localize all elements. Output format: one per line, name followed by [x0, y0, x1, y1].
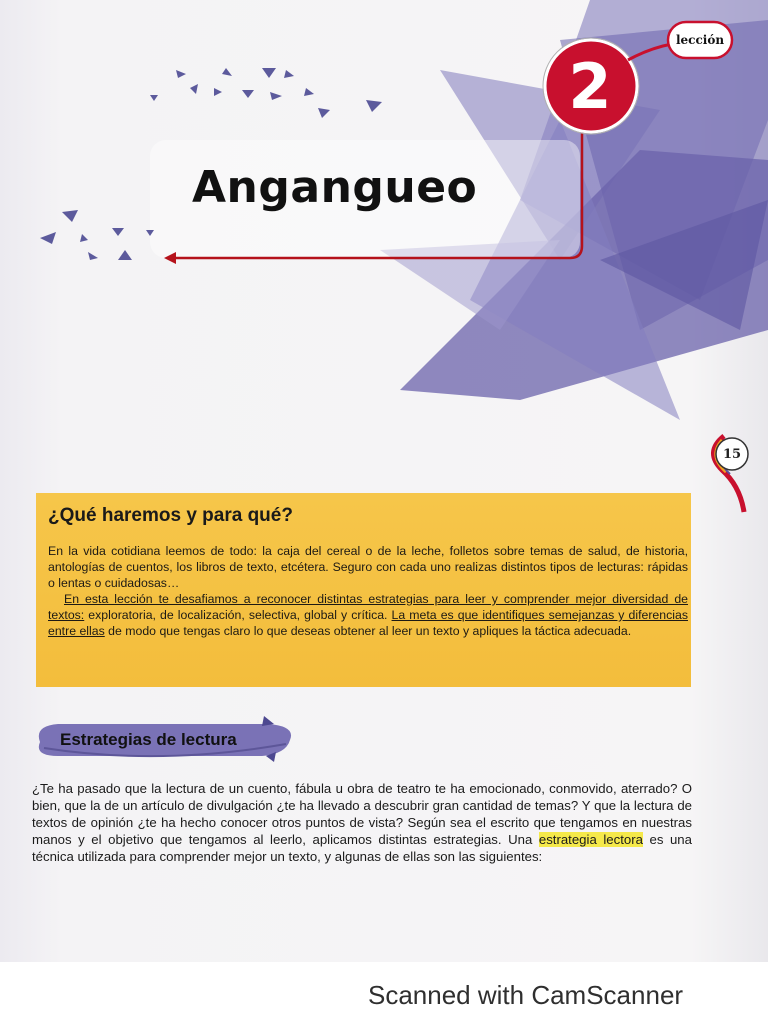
goal-paragraph-2 [48, 591, 688, 639]
goal-text: de modo que tengas claro lo que deseas obtener al leer un texto y apliques la táctica adecuada. [104, 624, 632, 638]
intro-text: es una técnica utilizada para comprender mejor un texto, y algunas de ellas son las siguientes: [32, 832, 692, 864]
lesson-number: 2 [568, 49, 612, 123]
small-triangles-top [150, 68, 382, 118]
goal-underlined-text: La meta es que identifiques semejanzas y diferencias entre ellas [48, 608, 688, 638]
page-number: 15 [722, 446, 742, 462]
goal-paragraph-1: En la vida cotidiana leemos de todo: la caja del cereal o de la leche, folletos sobre temas de salud, de historia, antologías de cuentos, los libros de texto, etcétera. Seguro con cada uno realizas distintos tipos de lecturas: rápidas o lentas o cuidadosas… [48, 544, 688, 590]
intro-paragraph [32, 780, 692, 865]
goal-heading: ¿Qué haremos y para qué? [48, 505, 293, 526]
goal-box [36, 493, 691, 687]
lesson-label: lección [675, 33, 725, 47]
section-title: Estrategias de lectura [60, 730, 237, 749]
scanner-watermark: Scanned with CamScanner [368, 980, 684, 1010]
goal-text: exploratoria, de localización, selectiva, global y crítica. [84, 608, 392, 622]
goal-underlined-text: En esta lección te desafiamos a reconocer distintas estrategias para leer y comprender mejor diversidad de textos: [48, 592, 688, 622]
small-triangles-left [40, 210, 154, 260]
page-title: Angangueo [192, 162, 478, 213]
intro-text: ¿Te ha pasado que la lectura de un cuento, fábula u obra de teatro te ha emocionado, conmovido, aterrado? O bien, que la de un artículo de divulgación ¿te ha llevado a descubrir gran cantidad de temas? Y que la lectura de textos de opinión ¿te ha hecho conocer otros puntos de vista? Según sea el escrito que tengamos en nuestras manos y el objetivo que tengamos al leerlo, aplicamos distintas estrategias. Una [32, 781, 692, 847]
highlighted-term: estrategia lectora [538, 832, 643, 847]
goal-body [48, 543, 688, 639]
